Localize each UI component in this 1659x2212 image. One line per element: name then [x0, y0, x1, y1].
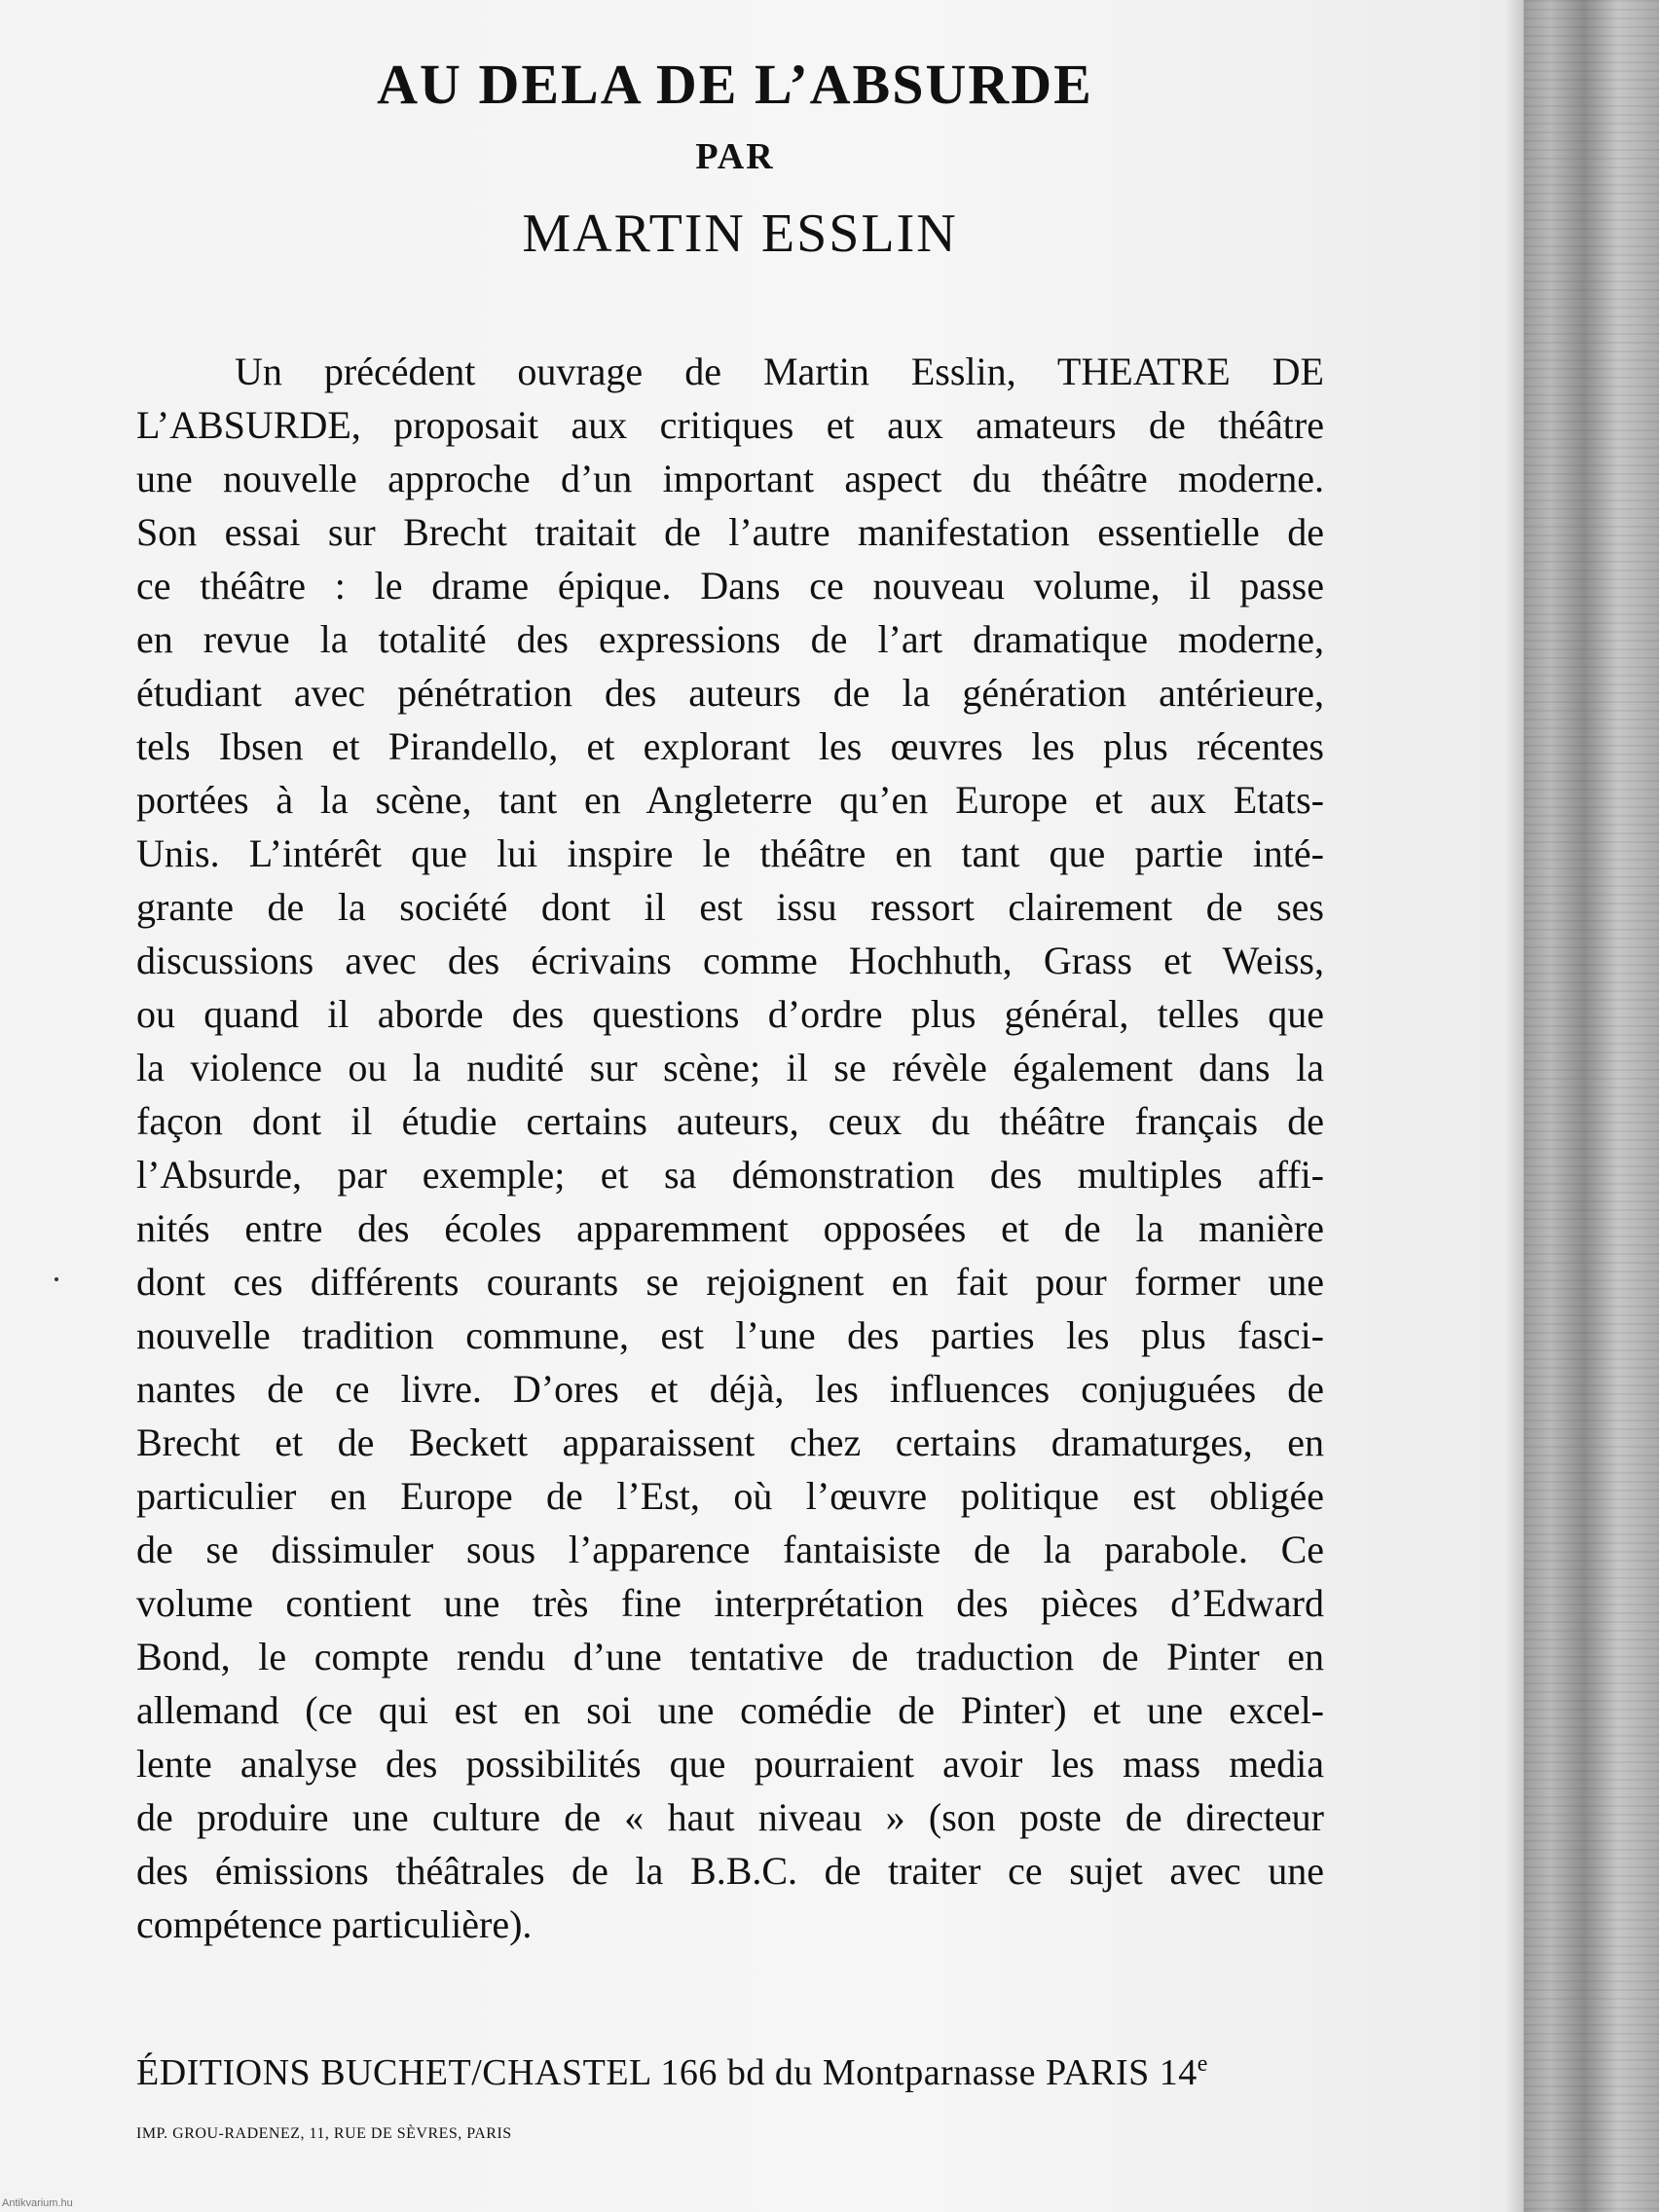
text-line: Bond, le compte rendu d’une tentative de traduction de Pinter en: [136, 1635, 1324, 1678]
publisher-city-suffix: e: [1197, 2051, 1208, 2077]
text-line: nités entre des écoles apparemment opposées et de la manière: [136, 1206, 1324, 1250]
text-line: tels Ibsen et Pirandello, et explorant les œuvres les plus récentes: [136, 724, 1324, 768]
author-name: MARTIN ESSLIN: [522, 203, 958, 264]
paper-speck: [55, 1277, 58, 1281]
text-line: grante de la société dont il est issu ressort clairement de ses: [136, 885, 1324, 929]
text-line: en revue la totalité des expressions de l’art dramatique moderne,: [136, 617, 1324, 661]
watermark: Antikvarium.hu: [2, 2197, 73, 2209]
text-line: allemand (ce qui est en soi une comédie de Pinter) et une excel-: [136, 1688, 1324, 1732]
text-line: particulier en Europe de l’Est, où l’œuvre politique est obligée: [136, 1474, 1324, 1518]
text-line: une nouvelle approche d’un important aspect du théâtre moderne.: [136, 457, 1324, 500]
text-line: volume contient une très fine interprétation des pièces d’Edward: [136, 1581, 1324, 1625]
text-line: Son essai sur Brecht traitait de l’autre manifestation essentielle de: [136, 510, 1324, 554]
text-line: compétence particulière).: [136, 1902, 533, 1946]
text-line: L’ABSURDE, proposait aux critiques et aux amateurs de théâtre: [136, 403, 1324, 447]
text-line: nantes de ce livre. D’ores et déjà, les influences conjuguées de: [136, 1367, 1324, 1411]
publisher-line: [136, 2052, 1324, 2091]
publisher-name: ÉDITIONS BUCHET/CHASTEL: [136, 2052, 651, 2093]
description-paragraph: [136, 345, 1324, 1951]
text-line: nouvelle tradition commune, est l’une des parties les plus fasci-: [136, 1313, 1324, 1357]
publisher-city: PARIS 14: [1046, 2052, 1198, 2093]
text-line: ou quand il aborde des questions d’ordre plus général, telles que: [136, 992, 1324, 1036]
text-line: Un précédent ouvrage de Martin Esslin, THEATRE DE: [235, 350, 1324, 393]
text-line: portées à la scène, tant en Angleterre qu’en Europe et aux Etats-: [136, 778, 1324, 822]
text-line: Unis. L’intérêt que lui inspire le théâtre en tant que partie inté-: [136, 831, 1324, 875]
text-line: discussions avec des écrivains comme Hochhuth, Grass et Weiss,: [136, 939, 1324, 982]
text-line: l’Absurde, par exemple; et sa démonstration des multiples affi-: [136, 1153, 1324, 1197]
text-line: étudiant avec pénétration des auteurs de la génération antérieure,: [136, 671, 1324, 715]
byline-label: PAR: [695, 136, 775, 177]
text-line: façon dont il étudie certains auteurs, ceux du théâtre français de: [136, 1099, 1324, 1143]
text-line: ce théâtre : le drame épique. Dans ce nouveau volume, il passe: [136, 564, 1324, 608]
text-line: Brecht et de Beckett apparaissent chez certains dramaturges, en: [136, 1420, 1324, 1464]
text-line: dont ces différents courants se rejoignent en fait pour former une: [136, 1260, 1324, 1304]
publisher-address: 166 bd du Montparnasse: [660, 2052, 1037, 2093]
text-line: des émissions théâtrales de la B.B.C. de traiter ce sujet avec une: [136, 1849, 1324, 1893]
text-line: de se dissimuler sous l’apparence fantaisiste de la parabole. Ce: [136, 1528, 1324, 1571]
printer-imprint: IMP. GROU-RADENEZ, 11, RUE DE SÈVRES, PARIS: [136, 2125, 512, 2142]
text-line: la violence ou la nudité sur scène; il se révèle également dans la: [136, 1046, 1324, 1089]
text-line: de produire une culture de « haut niveau » (son poste de directeur: [136, 1795, 1324, 1839]
book-title: AU DELA DE L’ABSURDE: [377, 53, 1093, 116]
page-stack-edge: [1524, 0, 1659, 2212]
text-line: lente analyse des possibilités que pourraient avoir les mass media: [136, 1742, 1324, 1786]
